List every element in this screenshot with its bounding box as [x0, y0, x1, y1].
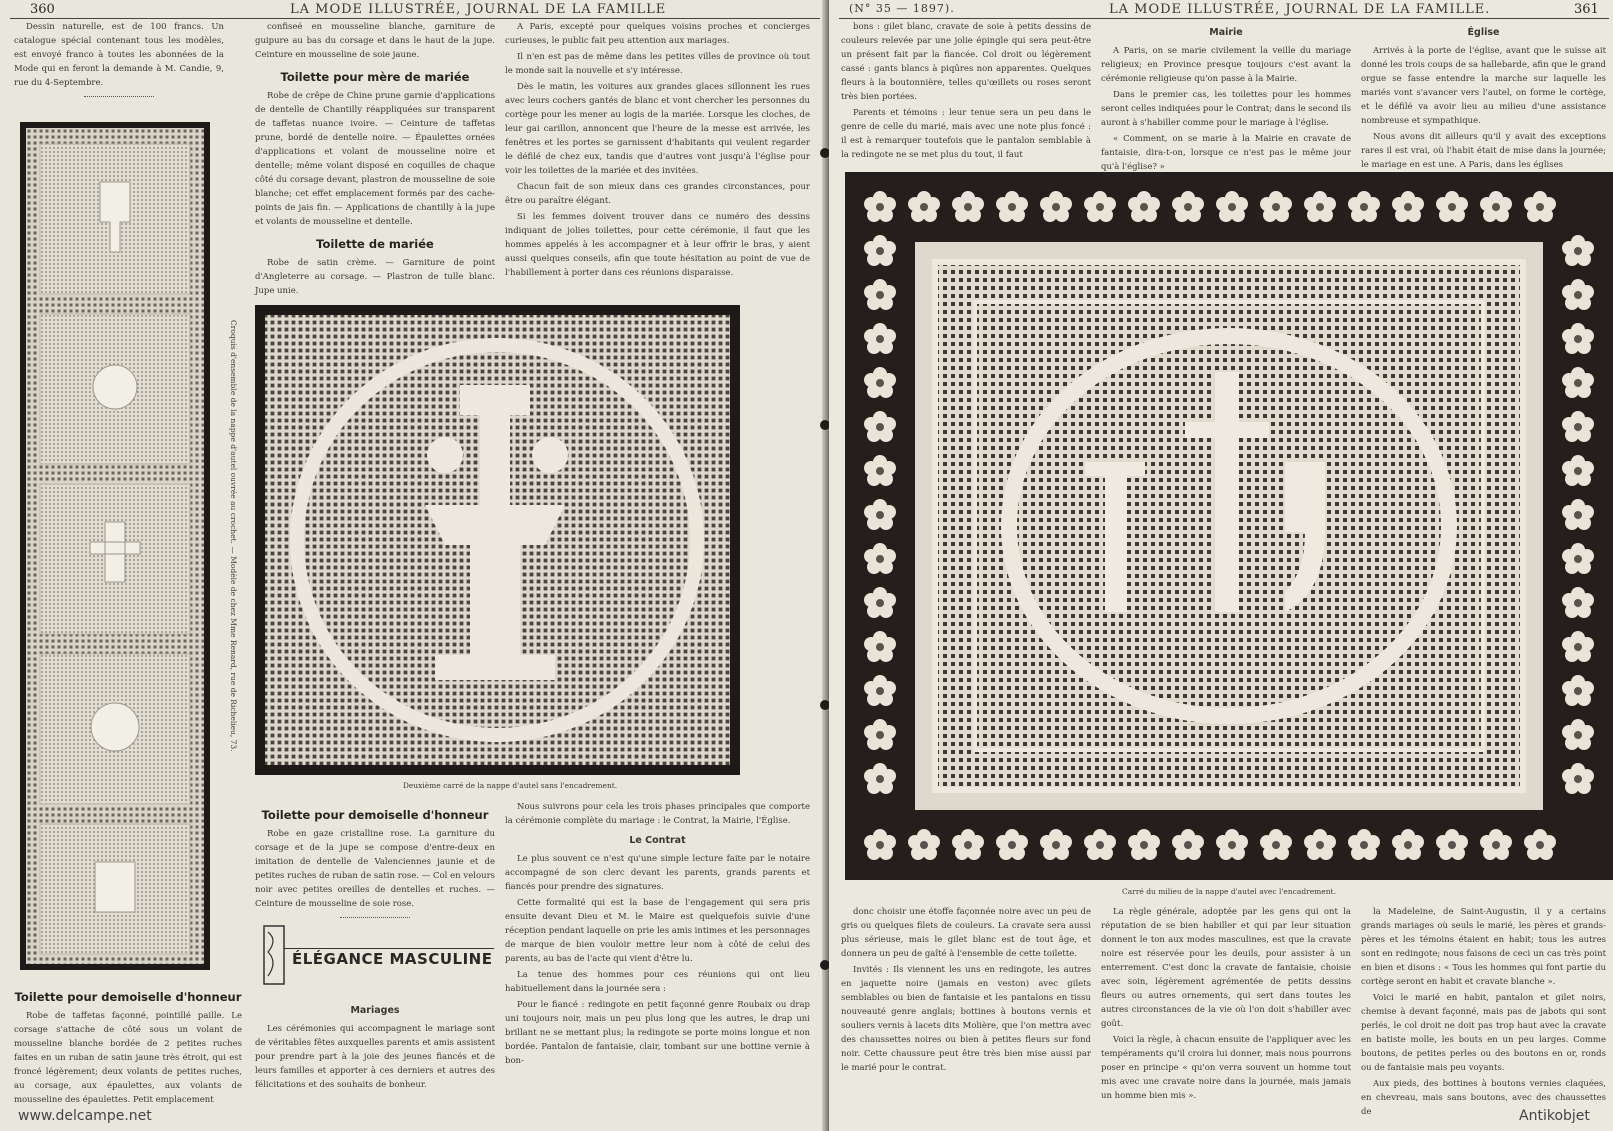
right-page — [829, 0, 1613, 1131]
lace-center-figure — [845, 172, 1613, 880]
mairie-p3: « Comment, on se marie à la Mairie en cravate de fantaisie, dira-t-on, lorsque ce n'est pas le même jour qu'à l'église? » — [1101, 134, 1351, 172]
right-bottom-col2-p1: La règle générale, adoptée par les gens qui ont la réputation de se bien habiller et qui par leur situation donnent le ton aux modes masculines, est que la cravate noire est réservée pour les deuils, pour assister à un enterrement. C'est donc la cravate de fantaisie, choisie avec soin, légèrement agrémentée de petits dessins fleurs ou autres ornements, qui sert dans toutes les autres circonstances de la vie où l'on doit s'habiller avec goût. — [1101, 907, 1351, 1029]
mariee-paragraph: Robe de satin crème. — Garniture de point d'Angleterre au corsage. — Plastron de tulle blanc. Jupe unie. — [255, 258, 495, 296]
heading-demoiselle-honneur-1: Toilette pour demoiselle d'honneur — [261, 808, 489, 822]
right-bottom-col2-p2: Voici la règle, à chacun ensuite de l'appliquer avec les tempéraments qu'il croira lui donner, mais nous pourrons poser en principe « qu'on verra souvent un homme tout mis avec une cravate noire dans la journée, mais jamais un homme bien mis ». — [1101, 1035, 1351, 1101]
lace-strip-figure — [20, 122, 210, 970]
right-bottom-col1-p2: Invités : Ils viennent les uns en redingote, les autres en jaquette noire (jamais en veston) avec gilets semblables ou bien de fantaisie et les pantalons en tissu nouveauté genre anglais; bottines à boutons vernis et souliers vernis à lacets dits Molière, que l'on mettra avec des chaussettes noires ou bien à petites fleurs sur fond noir. Cette chaussure peut être très bien mise aussi par le marié pour le contrat. — [841, 965, 1091, 1073]
suivrons-paragraph: Nous suivrons pour cela les trois phases principales que comporte la cérémonie complète du mariage : le Contrat, la Mairie, l'Église. — [505, 802, 810, 826]
watermark-right: Antikobjet — [1519, 1108, 1590, 1124]
heading-mairie: Mairie — [1209, 27, 1243, 38]
col3-p1: A Paris, excepté pour quelques voisins proches et concierges curieuses, le public fait peu attention aux mariages. — [505, 22, 810, 46]
left-lower-col2 — [255, 800, 495, 925]
col3-p5: Si les femmes doivent trouver dans ce numéro des dessins indiquant de jolies toilettes, pour cette cérémonie, il faut que les hommes appelés à les accompagner et à leur offrir le bras, y aient aussi quelques conseils, afin que toute hésitation au point de vue de l'habillement à porter dans ces réunions disparaisse. — [505, 212, 810, 278]
heading-demoiselle-honneur-2: Toilette pour demoiselle d'honneur — [14, 990, 242, 1004]
right-top-col1 — [841, 20, 1091, 164]
lace-square-figure — [255, 305, 740, 775]
heading-eglise: Église — [1467, 27, 1500, 38]
mere-mariee-paragraph: Robe de crêpe de Chine prune garnie d'applications de dentelle de Chantilly réappliquées sur transparent de taffetas nuance ivoire. — Ceinture de taffetas prune, bordé de dentelle noire. — Épaulettes ornées d'applications et volant de mousseline noire et dentelle; même volant disposé en coquilles de chaque côté du corsage devant, plastron de mousseline de soie blanche; cet effet emplacement formés par des cache-points de jais fin. — Applications de chantilly à la jupe et volants de mousseline et dentelle. — [255, 91, 495, 227]
right-bottom-col3 — [1361, 905, 1606, 1121]
left-page-number: 360 — [30, 2, 55, 17]
demoiselle-paragraph-1: Robe en gaze cristalline rose. La garniture du corsage et de la jupe se compose d'entre-deux en imitation de dentelle de Valenciennes jaunie et de petites ruches de ruban de satin rose. — Col en velours noir avec petites oreilles de dentelles et ruches. — Ceinture de mousseline de soie rose. — [255, 829, 495, 909]
elegance-masculine-logo — [262, 920, 497, 990]
right-running-title: LA MODE ILLUSTRÉE, JOURNAL DE LA FAMILLE. — [1109, 2, 1491, 17]
contrat-paragraph-2: Cette formalité qui est la base de l'engagement qui sera pris ensuite devant Dieu et M. le Maire est quelquefois suivie d'une réception pendant laquelle on prie les amis intimes et les personnages de marque de bien vouloir mettre leur nom à côté de celui des parents, au bas de l'acte qui vient d'être lu. — [505, 898, 810, 964]
right-bottom-col1 — [841, 905, 1091, 1077]
right-col1-p1: bons : gilet blanc, cravate de soie à petits dessins de couleurs relevée par une jolie épingle qui sera peut-être un présent fait par la fiancée. Col droit ou légèrement cassé : gants blancs à piqûres non apparentes. Quelques fleurs à la boutonnière, telles qu'œillets ou roses seront très bien portées. — [841, 22, 1091, 102]
mairie-p1: A Paris, on se marie civilement la veille du mariage religieux; en Province presque toujours c'est avant la cérémonie religieuse qu'on passe à la Mairie. — [1101, 46, 1351, 84]
catalog-paragraph: Dessin naturelle, est de 100 francs. Un catalogue spécial contenant tous les modèles, est envoyé franco à toutes les abonnées de la Mode qui en feront la demande à M. Candie, 9, rue du 4-Septembre. — [14, 22, 224, 88]
square-figure-caption: Deuxième carré de la nappe d'autel sans l'encadrement. — [402, 781, 618, 790]
right-bottom-col2 — [1101, 905, 1351, 1105]
watermark-left: www.delcampe.net — [18, 1108, 152, 1124]
eglise-p1: Arrivés à la porte de l'église, avant que le suisse ait donné les trois coups de sa hallebarde, afin que le grand orgue se fasse entendre la marche sur laquelle les mariés vont s'avancer vers l'autel, on forme le cortège, et le défilé va avoir lieu au milieu d'une assistance nombreuse et sympathique. — [1361, 46, 1606, 126]
col3-p3: Dès le matin, les voitures aux grandes glaces sillonnent les rues avec leurs cochers gantés de blanc et vont chercher les personnes du cortège pour les mener au logis de la mariée. Lorsque les cloches, de leur gai carillon, annoncent que l'heure de la messe est arrivée, les fenêtres et les portes se garnissent d'habitants qui veulent regarder le défilé de chez eux, tandis que d'autres vont jusqu'à l'église pour voir les toilettes de la mariée et des invitées. — [505, 82, 810, 176]
right-col1-p2: Parents et témoins : leur tenue sera un peu dans le genre de celle du marié, mais avec une note plus foncé : il est à remarquer toutefois que le pantalon semblable à la redingote ne se met plus du tout, il faut — [841, 108, 1091, 160]
right-issue-number: (N° 35 — 1897). — [849, 2, 955, 15]
divider-ornament-2 — [340, 917, 410, 919]
mariages-section — [255, 998, 495, 1094]
heading-contrat: Le Contrat — [629, 835, 686, 846]
right-page-number: 361 — [1574, 2, 1599, 17]
col2-intro: confiseé en mousseline blanche, garniture de guipure au bas du corsage et dans le haut de la jupe. Ceinture en mousseline de soie jaune. — [255, 22, 495, 60]
left-col3-text — [505, 20, 810, 282]
left-running-title: LA MODE ILLUSTRÉE, JOURNAL DE LA FAMILLE — [290, 2, 667, 17]
right-bottom-col1-p1: donc choisir une étoffe façonnée noire avec un peu de gris ou quelques filets de couleurs. La cravate sera aussi plus sérieuse, mais le gilet blanc est de tout âge, et donnera un peu de gaîté à l'ensemble de cette toilette. — [841, 907, 1091, 959]
divider-ornament — [84, 96, 154, 98]
heading-mere-mariee: Toilette pour mère de mariée — [280, 70, 470, 84]
right-bottom-col3-p1: la Madeleine, de Saint-Augustin, il y a certains grands mariages où seuls le marié, les pères et grands-pères et les témoins étaient en habit; tous les autres sont en redingote; nous faisons de ceci un cas très point en bien et disons : « Tous les hommes qui font partie du cortège seront en habit et cravate blanche ». — [1361, 907, 1606, 987]
header-rule-right — [839, 18, 1609, 19]
right-top-col3 — [1361, 20, 1606, 174]
right-top-col2 — [1101, 20, 1351, 176]
left-bottom-col1 — [14, 982, 242, 1109]
right-bottom-col3-p3: Aux pieds, des bottines à boutons vernies claquées, en chevreau, mais sans boutons, avec des chaussettes de — [1361, 1079, 1606, 1117]
contrat-paragraph-1: Le plus souvent ce n'est qu'une simple lecture faite par le notaire accompagné de son clerc devant les parents, grands parents et fiancés pour prendre des signatures. — [505, 854, 810, 892]
demoiselle-paragraph-2: Robe de taffetas façonné, pointillé paille. Le corsage s'attache de côté sous un volant de mousseline blanche bordée de 2 petites ruches faites en un ruban de satin jaune très étroit, qui est froncé légèrement; deux volants de petites ruches, au corsage, aux épaulettes, aux volants de mousseline des épaulettes. Petit emplacement — [14, 1011, 242, 1105]
right-bottom-col3-p2: Voici le marié en habit, pantalon et gilet noirs, chemise à devant façonné, mais pas de jabots qui sont perlés, le col droit ne doit pas trop haut avec la cravate en batiste molle, les bouts en un peu larges. Comme boutons, de petites perles ou des boutons en or, ronds ou de fantaisie mais peu voyants. — [1361, 993, 1606, 1073]
center-figure-caption: Carré du milieu de la nappe d'autel avec l'encadrement. — [1122, 887, 1336, 896]
header-rule — [10, 18, 820, 19]
strip-vertical-caption: Croquis d'ensemble de la nappe d'autel ouvrée au crochet. — Modèle de chez Mme Renard, rue de Richelieu, 73. — [229, 320, 238, 752]
heading-mariee: Toilette de mariée — [316, 237, 434, 251]
lace-center-illustration — [845, 172, 1613, 880]
mairie-p2: Dans le premier cas, les toilettes pour les hommes seront celles indiquées pour le Contrat; dans le second ils auront à s'habiller comme pour le mariage à l'église. — [1101, 90, 1351, 128]
col3-p2: Il n'en est pas de même dans les petites villes de province où tout le monde sait la nouvelle et s'y intéresse. — [505, 52, 810, 76]
elegance-logo-text: ÉLÉGANCE MASCULINE — [292, 950, 493, 968]
left-col1-text — [14, 20, 224, 104]
left-lower-col3 — [505, 800, 810, 1070]
eglise-p2: Nous avons dit ailleurs qu'il y avait des exceptions rares il est vrai, où l'habit était de mise dans la journée; le mariage en est une. A Paris, dans les églises — [1361, 132, 1606, 170]
lace-square-illustration — [255, 305, 740, 775]
heading-mariages: Mariages — [350, 1005, 400, 1016]
contrat-paragraph-4: Pour le fiancé : redingote en petit façonné genre Roubaix ou drap uni toujours noir, mais un peu plus long que les autres, le drap uni brillant ne se mettant plus; la redingote se porte moins longue et non bordée. Pantalon de fantaisie, clair, tombant sur une bottine vernie à bon- — [505, 1000, 810, 1066]
contrat-paragraph-3: La tenue des hommes pour ces réunions qui ont lieu habituellement dans la journée sera : — [505, 970, 810, 994]
left-col2-text — [255, 20, 495, 300]
col3-p4: Chacun fait de son mieux dans ces grandes circonstances, pour être ou paraître élégant. — [505, 182, 810, 206]
mariages-paragraph: Les cérémonies qui accompagnent le mariage sont de véritables fêtes auxquelles parents et amis assistent pour prendre part à la joie des jeunes fiancés et de leurs familles et apporter à ces derniers et autres des félicitations et des souhaits de bonheur. — [255, 1024, 495, 1090]
lace-strip-illustration — [20, 122, 210, 970]
